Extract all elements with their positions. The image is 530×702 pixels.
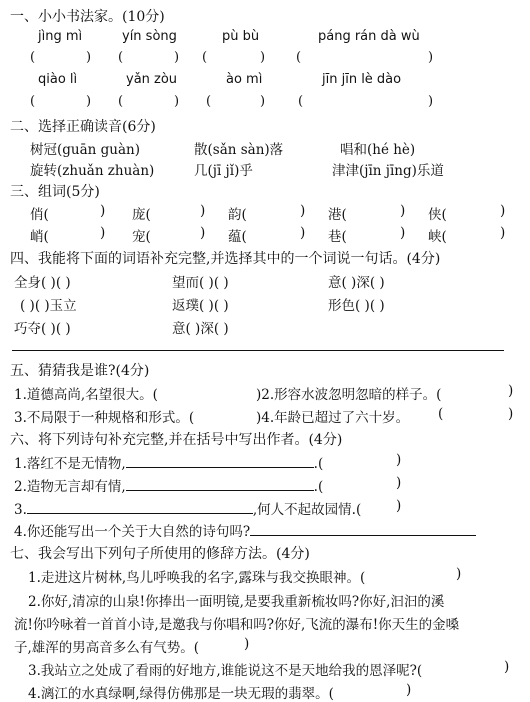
idiom-item-3[interactable]: 意( )深( )	[328, 275, 385, 291]
poem-answer-line[interactable]	[126, 455, 314, 468]
paren-close: )	[100, 225, 106, 241]
word-item-10[interactable]: 峡(	[428, 229, 447, 245]
paren-close: )	[86, 50, 92, 65]
poem-answer-line[interactable]	[27, 501, 253, 514]
reading-item-2[interactable]: 散(sǎn sàn)落	[194, 142, 284, 158]
pinyin-6: yǎn zòu	[126, 72, 178, 87]
paren-close: )	[300, 225, 306, 241]
guess-question-1: 1.道德高尚,名望很大。(	[14, 387, 158, 403]
poem-text: 1.落红不是无情物,	[14, 456, 126, 472]
poem-text: ,何人不起故园情.	[252, 502, 356, 518]
paren-open: (	[30, 94, 36, 109]
author-paren-open: (	[355, 502, 362, 518]
paren-close[interactable]: )	[508, 406, 514, 422]
poem-text: 4.你还能写出一个关于大自然的诗句吗?	[14, 524, 251, 540]
paren-close: )	[260, 50, 266, 65]
word-item-3[interactable]: 韵(	[228, 207, 247, 223]
section-4-title: 四、我能将下面的词语补充完整,并选择其中的一个词说一句话。(4分)	[10, 251, 441, 267]
guess-question-3: 3.不局限于一种规格和形式。(	[14, 410, 195, 426]
paren-close: )	[400, 203, 406, 219]
sentence-answer-line[interactable]	[12, 350, 504, 351]
guess-question-2: )2.形容水波忽明忽暗的样子。(	[256, 387, 442, 403]
paren-close[interactable]: )	[508, 383, 514, 399]
paren-close: )	[400, 225, 406, 241]
paren-close[interactable]: )	[244, 636, 250, 652]
author-paren-open: .(	[313, 456, 324, 472]
paren-close: )	[428, 50, 434, 65]
poem-answer-line[interactable]	[126, 478, 314, 491]
pinyin-5: qiào lì	[38, 72, 78, 87]
idiom-item-5[interactable]: 返璞( )( )	[172, 298, 229, 314]
word-item-9[interactable]: 巷(	[328, 229, 347, 245]
paren-close[interactable]: )	[396, 498, 402, 514]
paren-close[interactable]: )	[504, 659, 510, 675]
paren-close[interactable]: )	[396, 475, 402, 491]
pinyin-1: jìng mì	[38, 29, 83, 44]
pinyin-2: yín sòng	[122, 29, 177, 44]
section-6-title: 六、将下列诗句补充完整,并在括号中写出作者。(4分)	[10, 432, 343, 448]
word-item-8[interactable]: 蕴(	[228, 229, 247, 245]
idiom-item-8[interactable]: 意( )深( )	[172, 321, 229, 337]
author-paren-open: .(	[313, 479, 324, 495]
word-item-7[interactable]: 宠(	[132, 229, 151, 245]
reading-item-4[interactable]: 旋转(zhuǎn zhuàn)	[30, 163, 155, 179]
pinyin-4: páng rán dà wù	[318, 29, 420, 44]
paren-close: )	[300, 203, 306, 219]
idiom-item-4[interactable]: ( )( )玉立	[20, 298, 77, 314]
paren-close: )	[200, 225, 206, 241]
word-item-5[interactable]: 侠(	[428, 207, 447, 223]
section-1-title: 一、小小书法家。(10分)	[10, 9, 165, 25]
idiom-item-7[interactable]: 巧夺( )( )	[14, 321, 71, 337]
paren-close: )	[428, 94, 434, 109]
paren-close: )	[260, 94, 266, 109]
reading-item-6[interactable]: 津津(jīn jīng)乐道	[332, 163, 444, 179]
section-3-title: 三、组词(5分)	[10, 184, 100, 200]
pinyin-3: pù bù	[222, 29, 260, 44]
paren-close: )	[174, 94, 180, 109]
paren-open: (	[298, 94, 304, 109]
poem-text: 2.造物无言却有情,	[14, 479, 126, 495]
idiom-item-6[interactable]: 形色( )( )	[328, 298, 385, 314]
poem-answer-line[interactable]	[250, 523, 476, 536]
word-item-2[interactable]: 庞(	[132, 207, 151, 223]
word-item-4[interactable]: 港(	[328, 207, 347, 223]
paren-open: (	[206, 94, 212, 109]
idiom-item-2[interactable]: 望而( )( )	[172, 275, 229, 291]
paren-close: )	[86, 94, 92, 109]
section-7-title: 七、我会写出下列句子所使用的修辞方法。(4分)	[10, 546, 310, 562]
rhetoric-question-2-line3: 子,雄浑的男高音多么有气势。(	[14, 640, 200, 656]
paren-open: (	[202, 50, 208, 65]
pinyin-7: ào mì	[226, 72, 263, 87]
word-item-1[interactable]: 俏(	[30, 207, 49, 223]
rhetoric-question-2-line1: 2.你好,清凉的山泉!你捧出一面明镜,是要我重新梳妆吗?你好,汩汩的溪	[28, 594, 445, 610]
rhetoric-question-2-line2: 流!你吟咏着一首首小诗,是邀我与你唱和吗?你好,飞流的瀑布!你天生的金嗓	[14, 617, 460, 633]
paren-close: )	[500, 203, 506, 219]
pinyin-8: jīn jīn lè dào	[322, 72, 402, 87]
paren-open: (	[118, 94, 124, 109]
guess-question-4: )4.年龄已超过了六十岁。	[256, 410, 410, 426]
paren-close: )	[100, 203, 106, 219]
paren-open: (	[118, 50, 124, 65]
paren-close[interactable]: )	[456, 566, 462, 582]
section-2-title: 二、选择正确读音(6分)	[10, 119, 156, 135]
paren-open: (	[30, 50, 36, 65]
reading-item-5[interactable]: 几(jī jǐ)乎	[194, 163, 253, 179]
poem-question-4	[14, 520, 476, 540]
poem-question-1	[14, 452, 323, 472]
rhetoric-question-3: 3.我站立之处成了看雨的好地方,谁能说这不是天地给我的恩泽呢?(	[28, 663, 423, 679]
poem-question-3	[14, 498, 361, 518]
paren-open[interactable]: (	[438, 406, 444, 422]
section-5-title: 五、猜猜我是谁?(4分)	[10, 363, 150, 379]
poem-text: 3.	[14, 502, 27, 518]
paren-close[interactable]: )	[396, 452, 402, 468]
paren-close: )	[174, 50, 180, 65]
paren-open: (	[296, 50, 302, 65]
paren-close[interactable]: )	[406, 682, 412, 698]
word-item-6[interactable]: 峭(	[30, 229, 49, 245]
reading-item-1[interactable]: 树冠(guān guàn)	[30, 142, 140, 158]
paren-close: )	[200, 203, 206, 219]
paren-close: )	[500, 225, 506, 241]
reading-item-3[interactable]: 唱和(hé hè)	[340, 142, 416, 158]
idiom-item-1[interactable]: 全身( )( )	[14, 275, 71, 291]
poem-question-2	[14, 475, 323, 495]
rhetoric-question-4: 4.漓江的水真绿啊,绿得仿佛那是一块无瑕的翡翠。(	[28, 686, 334, 702]
rhetoric-question-1: 1.走进这片树林,鸟儿呼唤我的名字,露珠与我交换眼神。(	[28, 570, 366, 586]
